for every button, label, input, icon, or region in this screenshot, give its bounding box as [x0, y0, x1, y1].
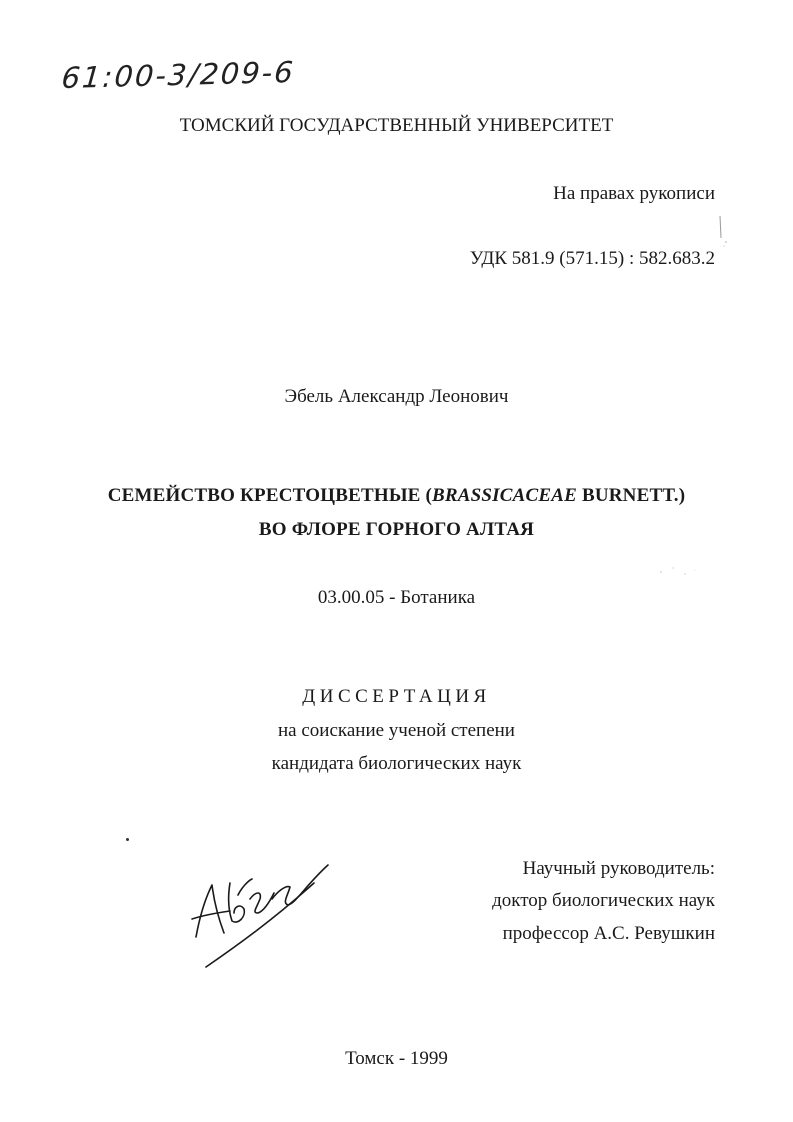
university-name: ТОМСКИЙ ГОСУДАРСТВЕННЫЙ УНИВЕРСИТЕТ: [179, 115, 614, 136]
scan-specks: [655, 562, 705, 582]
supervisor-degree: доктор биологических наук: [492, 890, 715, 911]
place-and-year: Томск - 1999: [345, 1048, 448, 1069]
specialty-code: 03.00.05 - Ботаника: [317, 587, 476, 608]
manuscript-rights: На правах рукописи: [553, 183, 715, 204]
scan-speck-mark: [712, 212, 732, 252]
degree-line-2: кандидата биологических наук: [271, 753, 522, 774]
degree-line-1: на соискание ученой степени: [278, 720, 515, 741]
supervisor-name: профессор А.С. Ревушкин: [502, 923, 715, 944]
udc-code: УДК 581.9 (571.15) : 582.683.2: [469, 248, 715, 269]
dissertation-title-line2: ВО ФЛОРЕ ГОРНОГО АЛТАЯ: [258, 519, 535, 540]
title-part-before: СЕМЕЙСТВО КРЕСТОЦВЕТНЫЕ (: [107, 485, 433, 506]
title-part-after: BURNETT.): [577, 485, 686, 506]
scan-dot: [126, 838, 129, 841]
document-type: ДИССЕРТАЦИЯ: [302, 686, 491, 707]
dissertation-title-line1: [0, 485, 793, 507]
supervisor-label: Научный руководитель:: [522, 858, 715, 879]
title-part-latin: BRASSICACEAE: [432, 485, 578, 506]
author-name: Эбель Александр Леонович: [284, 386, 509, 407]
author-signature: [178, 855, 338, 975]
archive-code: 61:00-3/209-6: [60, 54, 297, 96]
